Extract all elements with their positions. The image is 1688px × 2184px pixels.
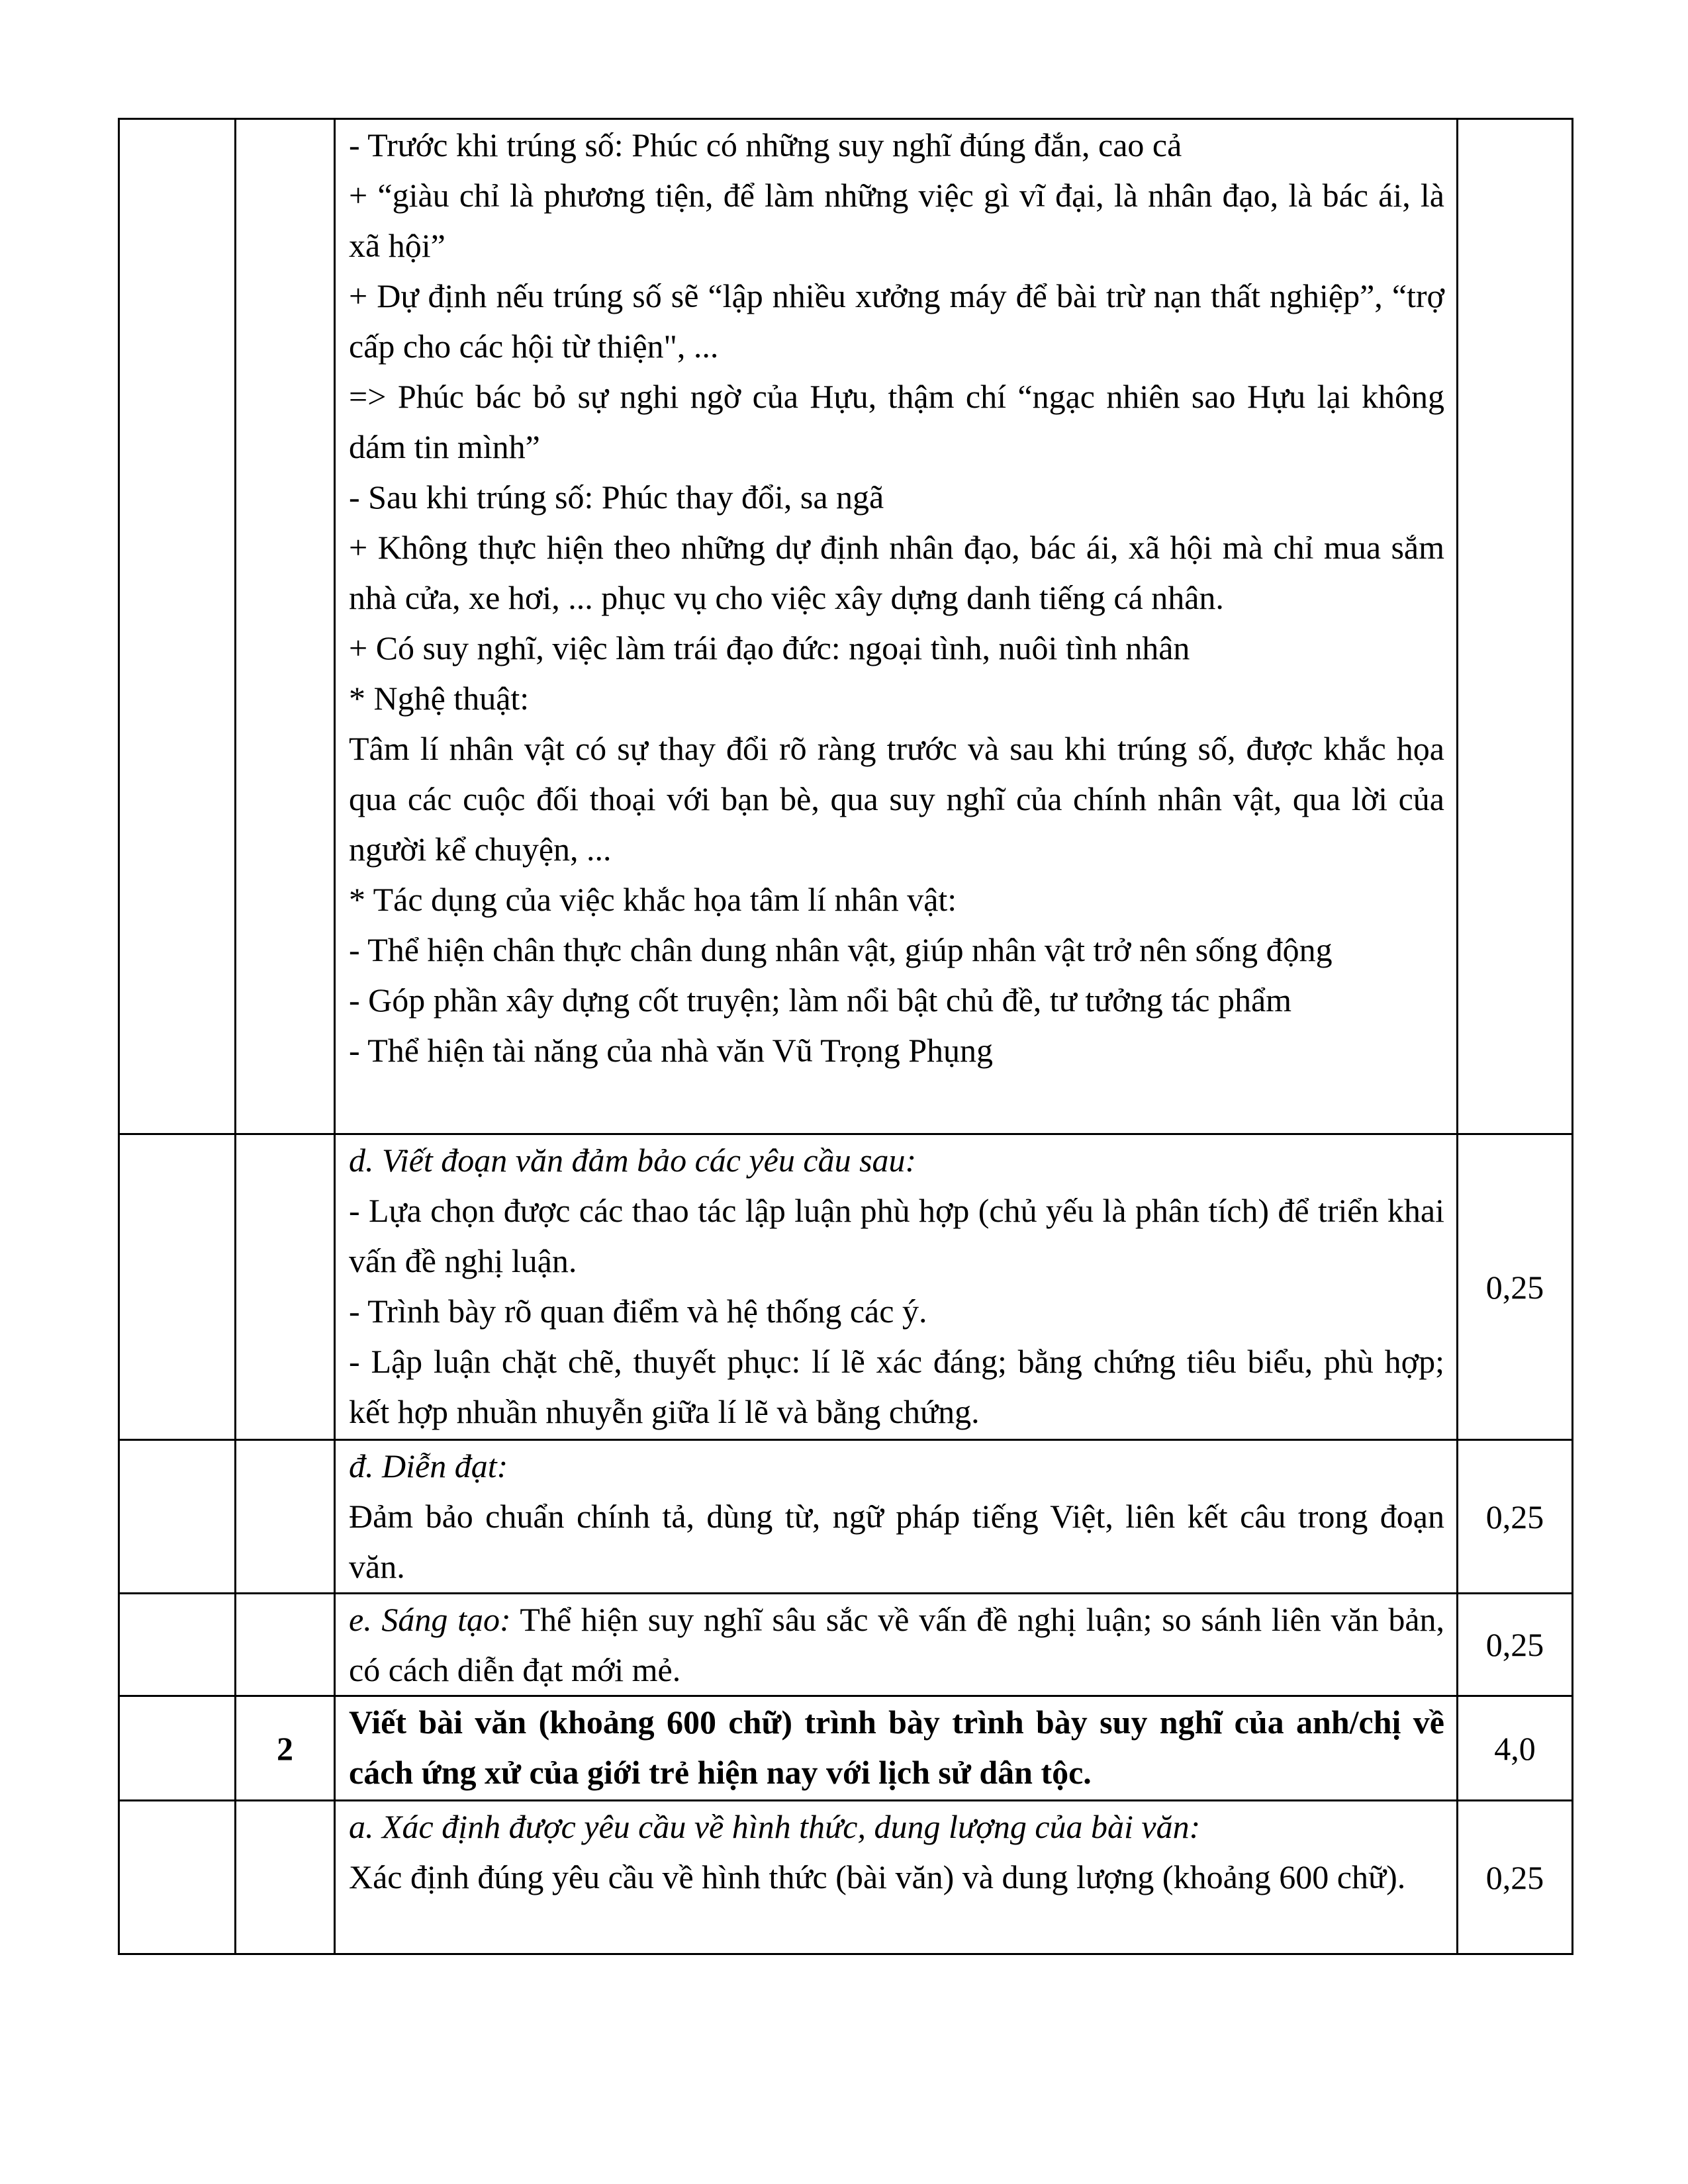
part-cell: [119, 1696, 236, 1801]
answer-line: Tâm lí nhân vật có sự thay đổi rõ ràng trước và sau khi trúng số, được khắc họa qua các cuộc đối thoại với bạn bè, qua suy nghĩ của chính nhân vật, qua lời của người kể chuyện, ...: [349, 730, 1444, 868]
answer-content-cell: [335, 1440, 1458, 1594]
answer-line: - Lập luận chặt chẽ, thuyết phục: lí lẽ xác đáng; bằng chứng tiêu biểu, phù hợp; kết hợp nhuần nhuyễn giữa lí lẽ và bằng chứng.: [349, 1343, 1444, 1430]
criterion-heading: đ. Diễn đạt:: [349, 1447, 508, 1484]
score-cell: 0,25: [1458, 1134, 1573, 1440]
answer-line: + “giàu chỉ là phương tiện, để làm những việc gì vĩ đại, là nhân đạo, là bác ái, là xã hội”: [349, 177, 1444, 264]
answer-line: - Lựa chọn được các thao tác lập luận phù hợp (chủ yếu là phân tích) để triển khai vấn đề nghị luận.: [349, 1192, 1444, 1279]
answer-line: - Thể hiện tài năng của nhà văn Vũ Trọng Phụng: [349, 1032, 994, 1069]
answer-content-cell: [335, 1134, 1458, 1440]
table-row: [119, 1594, 1573, 1696]
part-cell: [119, 1440, 236, 1594]
part-cell: [119, 1594, 236, 1696]
score-cell: [1458, 119, 1573, 1134]
question-number-cell: [236, 1440, 335, 1594]
score-cell: 0,25: [1458, 1801, 1573, 1954]
answer-line: - Trình bày rõ quan điểm và hệ thống các ý.: [349, 1293, 927, 1330]
table-row: [119, 1696, 1573, 1801]
answer-line: - Sau khi trúng số: Phúc thay đổi, sa ngã: [349, 478, 884, 516]
question-number-cell: [236, 119, 335, 1134]
criterion-heading: d. Viết đoạn văn đảm bảo các yêu cầu sau:: [349, 1142, 917, 1179]
answer-line: + Có suy nghĩ, việc làm trái đạo đức: ngoại tình, nuôi tình nhân: [349, 629, 1190, 666]
part-cell: [119, 1801, 236, 1954]
answer-content-cell: [335, 119, 1458, 1134]
part-cell: [119, 119, 236, 1134]
answer-line: + Không thực hiện theo những dự định nhân đạo, bác ái, xã hội mà chỉ mua sắm nhà cửa, xe hơi, ... phục vụ cho việc xây dựng danh tiếng cá nhân.: [349, 529, 1444, 616]
answer-line: - Trước khi trúng số: Phúc có những suy nghĩ đúng đắn, cao cả: [349, 126, 1182, 163]
table-row: [119, 1134, 1573, 1440]
answer-line: * Tác dụng của việc khắc họa tâm lí nhân vật:: [349, 881, 957, 918]
score-cell: 4,0: [1458, 1696, 1573, 1801]
answer-content-cell: [335, 1801, 1458, 1954]
score-cell: 0,25: [1458, 1440, 1573, 1594]
table-row: [119, 1440, 1573, 1594]
answer-content-cell: [335, 1594, 1458, 1696]
score-cell: 0,25: [1458, 1594, 1573, 1696]
table-row: [119, 119, 1573, 1134]
question-number-cell: 2: [236, 1696, 335, 1801]
criterion-text: Thể hiện suy nghĩ sâu sắc về vấn đề nghị luận; so sánh liên văn bản, có cách diễn đạt mới mẻ.: [349, 1601, 1445, 1688]
answer-line: Đảm bảo chuẩn chính tả, dùng từ, ngữ pháp tiếng Việt, liên kết câu trong đoạn văn.: [349, 1498, 1444, 1585]
question-number-cell: [236, 1594, 335, 1696]
answer-line: - Góp phần xây dựng cốt truyện; làm nổi bật chủ đề, tư tưởng tác phẩm: [349, 981, 1292, 1019]
grading-rubric-table: [118, 118, 1573, 1955]
criterion-heading: a. Xác định được yêu cầu về hình thức, dung lượng của bài văn:: [349, 1808, 1201, 1845]
answer-line: * Nghệ thuật:: [349, 680, 530, 717]
answer-line: - Thể hiện chân thực chân dung nhân vật, giúp nhân vật trở nên sống động: [349, 931, 1333, 968]
answer-line: Xác định đúng yêu cầu về hình thức (bài văn) và dung lượng (khoảng 600 chữ).: [349, 1858, 1406, 1895]
answer-line: + Dự định nếu trúng số sẽ “lập nhiều xưởng máy để bài trừ nạn thất nghiệp”, “trợ cấp cho các hội từ thiện", ...: [349, 277, 1444, 365]
question-cell: [335, 1696, 1458, 1801]
answer-line: => Phúc bác bỏ sự nghi ngờ của Hựu, thậm chí “ngạc nhiên sao Hựu lại không dám tin mình”: [349, 378, 1444, 465]
criterion-heading: e. Sáng tạo:: [349, 1601, 511, 1638]
table-row: [119, 1801, 1573, 1954]
question-text: Viết bài văn (khoảng 600 chữ) trình bày trình bày suy nghĩ của anh/chị về cách ứng xử của giới trẻ hiện nay với lịch sử dân tộc.: [349, 1704, 1444, 1791]
answer-line: [349, 1594, 1444, 1695]
question-number-cell: [236, 1134, 335, 1440]
part-cell: [119, 1134, 236, 1440]
question-number-cell: [236, 1801, 335, 1954]
